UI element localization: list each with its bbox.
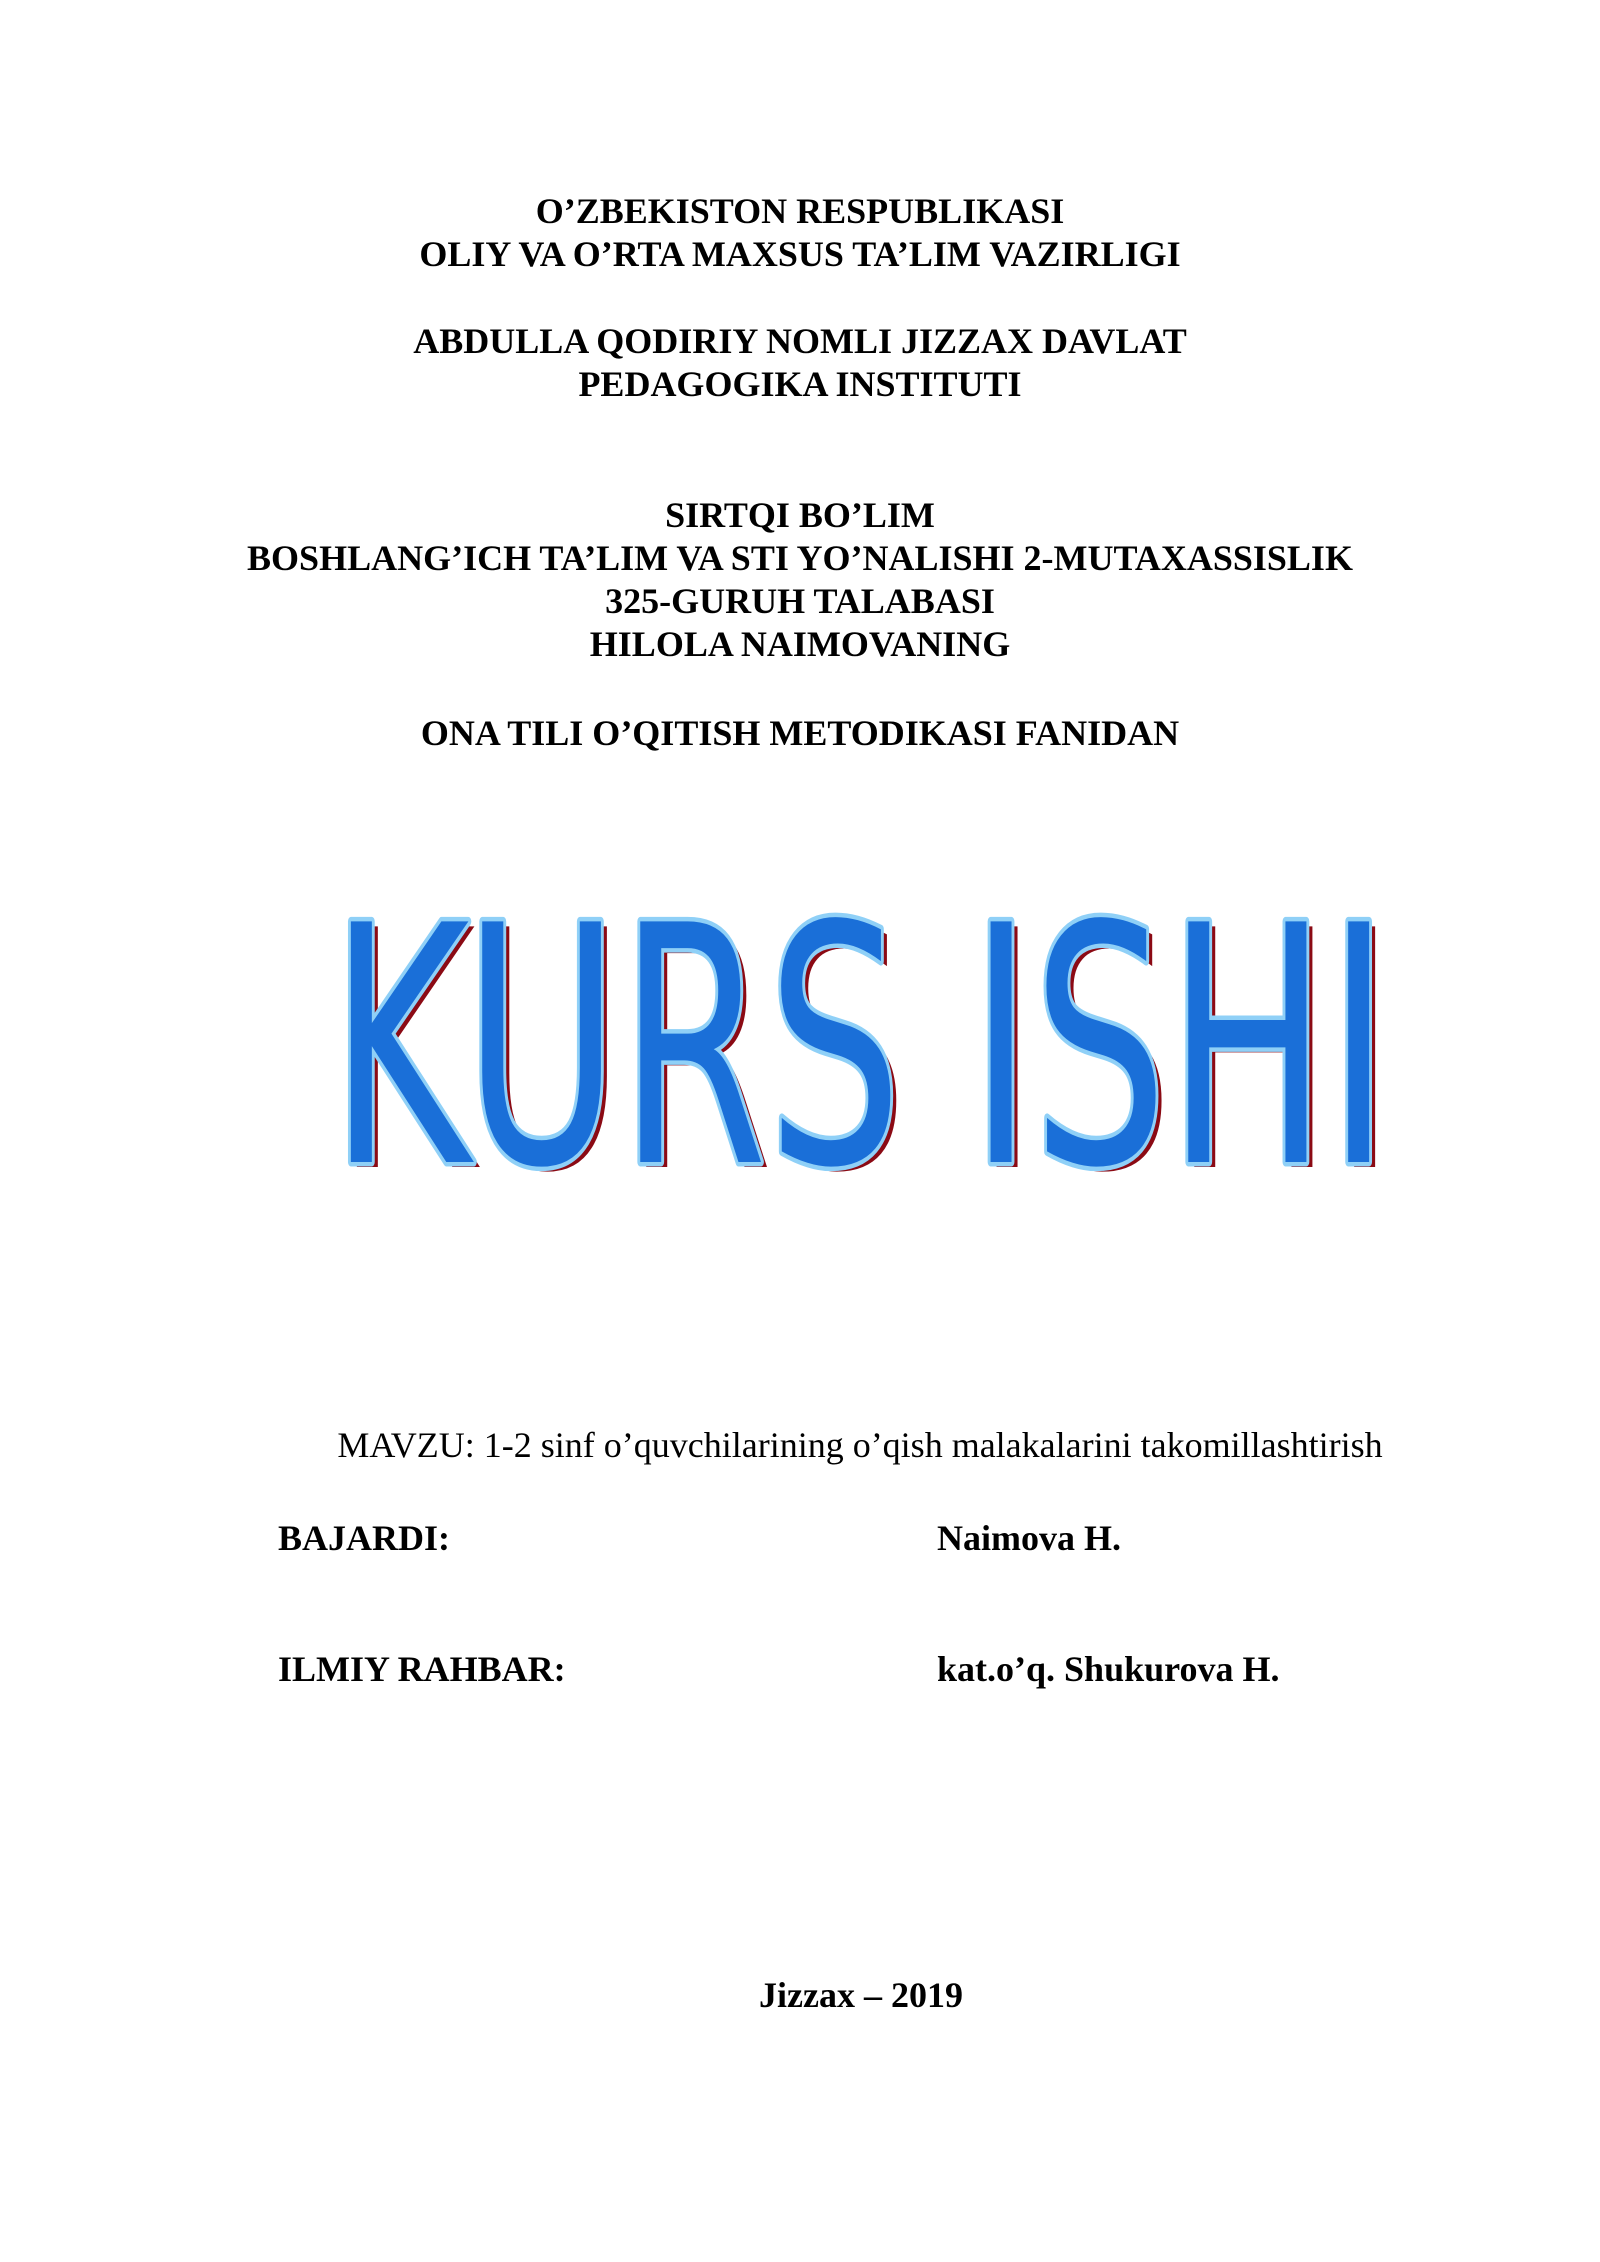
ministry-line-2: OLIY VA O’RTA MAXSUS TA’LIM VAZIRLIGI [419, 234, 1181, 274]
department-line: SIRTQI BO’LIM [665, 495, 935, 535]
subject-line [0, 712, 1600, 755]
title-wordart [300, 862, 1420, 1192]
group-line: 325-GURUH TALABASI [605, 581, 995, 621]
ministry-header [0, 190, 1600, 276]
supervisor-label: ILMIY RAHBAR: [278, 1649, 566, 1689]
subject-text: ONA TILI O’QITISH METODIKASI FANIDAN [420, 713, 1180, 753]
performed-by-name: Naimova H. [937, 1518, 1121, 1558]
city-year: Jizzax – 2019 [759, 1975, 963, 2015]
institute-line-2: PEDAGOGIKA INSTITUTI [578, 364, 1022, 404]
student-name-line: HILOLA NAIMOVANING [589, 624, 1011, 664]
title-fill: KURS ISHI [330, 862, 1390, 1192]
student-info [0, 494, 1600, 666]
document-title [300, 862, 1420, 1192]
ministry-line-1: O’ZBEKISTON RESPUBLIKASI [535, 191, 1065, 231]
institute-header [0, 320, 1600, 406]
specialty-line: BOSHLANG’ICH TA’LIM VA STI YO’NALISHI 2-MUTAXASSISLIK [247, 538, 1353, 578]
performed-by-label: BAJARDI: [278, 1518, 451, 1558]
institute-line-1: ABDULLA QODIRIY NOMLI JIZZAX DAVLAT [413, 321, 1187, 361]
supervisor-name: kat.o’q. Shukurova H. [937, 1649, 1280, 1689]
title-shadow: KURS ISHI [336, 862, 1396, 1192]
title-outline: KURS ISHI [330, 862, 1390, 1192]
topic-line: MAVZU: 1-2 sinf o’quvchilarining o’qish malakalarini takomillashtirish [337, 1425, 1383, 1465]
